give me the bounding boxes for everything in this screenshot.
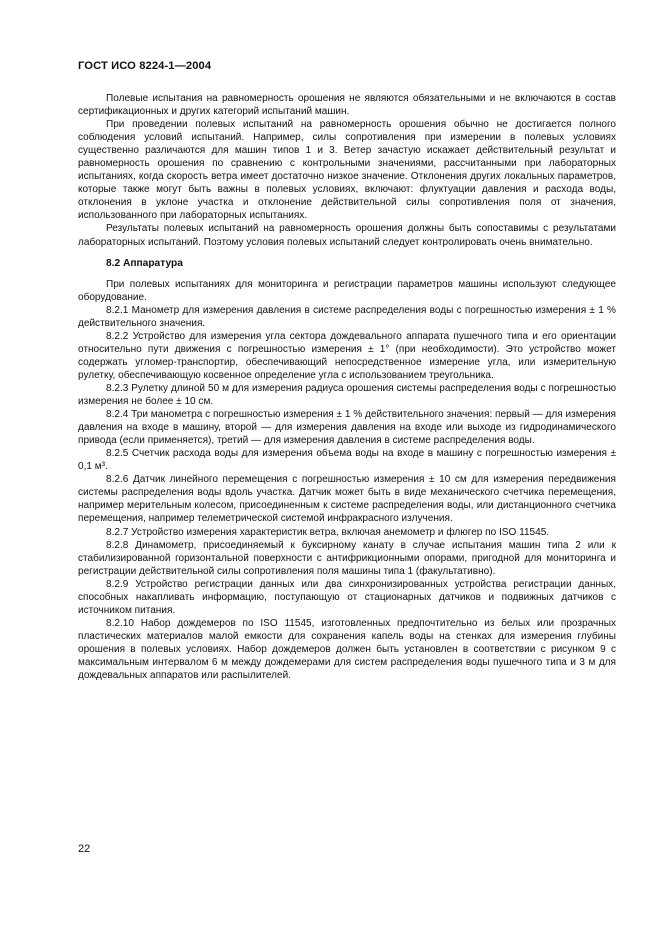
list-item: 8.2.10 Набор дождемеров по ISO 11545, изготовленных предпочтительно из белых или прозрачных пластических материалов малой емкости для сохранения капель воды на стенках для измерения глубины орошения в полевых условиях. Набор дождемеров должен быть установлен в соответствии с рисунком 9 с максимальным интервалом 6 м между дождемерами для систем распределения воды пушечного типа и 3 м для дождевальных аппаратов или распылителей. xyxy=(78,617,616,682)
paragraph: Полевые испытания на равномерность орошения не являются обязательными и не включаются в состав сертификационных и других категорий испытаний машин. xyxy=(78,93,616,118)
paragraph: При проведении полевых испытаний на равномерность орошения обычно не достигается полного соблюдения условий испытаний. Например, силы сопротивления при измерении в полевых условиях существенно различаются для машин типов 1 и 3. Ветер зачастую искажает действительный результат и равномерность орошения по сравнению с контрольными значениями, рассчитанными при лабораторных испытаниях, когда скорость ветра имеет достаточно низкое значение. Отклонения других локальных параметров, которые также могут быть важны в полевых условиях, включают: флуктуации давления и расхода воды, отклонения в уклоне участка и отклонение действительной силы сопротивления поля от значения, использованного при лабораторных испытаниях. xyxy=(78,119,616,222)
page-body xyxy=(78,92,616,682)
list-item: 8.2.4 Три манометра с погрешностью измерения ± 1 % действительного значения: первый — для измерения давления на входе в машину, второй — для измерения давления на входе или выходе из гидродинамического привода (если применяется), третий — для измерения давления в системе распределения воды. xyxy=(78,409,616,447)
document-header: ГОСТ ИСО 8224-1—2004 xyxy=(78,60,212,72)
list-item: 8.2.8 Динамометр, присоединяемый к буксирному канату в случае испытания машин типа 2 или к стабилизированной горизонтальной поверхности с антифрикционными опорами, пригодной для мониторинга и регистрации действительной силы сопротивления поля машины типа 1 (факультативно). xyxy=(78,539,616,577)
list-item: 8.2.1 Манометр для измерения давления в системе распределения воды с погрешностью измерения ± 1 % действительного значения. xyxy=(78,304,616,329)
list-item: 8.2.7 Устройство измерения характеристик ветра, включая анемометр и флюгер по ISO 11545. xyxy=(106,526,550,538)
list-item: 8.2.5 Счетчик расхода воды для измерения объема воды на входе в машину с погрешностью измерения ± 0,1 м³. xyxy=(78,448,616,473)
section-intro: При полевых испытаниях для мониторинга и регистрации параметров машины используют следующее оборудование. xyxy=(78,278,616,303)
list-item: 8.2.2 Устройство для измерения угла сектора дождевального аппарата пушечного типа и его ориентации относительно пути движения с погрешностью измерения ± 1° (при необходимости). Это устройство может содержать угломер-транспортир, обеспечивающий непосредственное измерение угла, или измерительную рулетку, обеспечивающую косвенное определение угла с использованием треугольника. xyxy=(78,330,616,381)
list-item: 8.2.9 Устройство регистрации данных или два синхронизированных устройства регистрации данных, способных накапливать информацию, поступающую от стационарных датчиков и подвижных датчиков с источником питания. xyxy=(78,578,616,616)
list-item: 8.2.3 Рулетку длиной 50 м для измерения радиуса орошения системы распределения воды с погрешностью измерения не более ± 10 см. xyxy=(78,382,616,408)
page-number: 22 xyxy=(78,843,91,855)
paragraph: Результаты полевых испытаний на равномерность орошения должны быть сопоставимы с результатами лабораторных испытаний. Поэтому условия полевых испытаний следует контролировать очень внимательно. xyxy=(78,223,616,248)
list-item: 8.2.6 Датчик линейного перемещения с погрешностью измерения ± 10 см для измерения передвижения системы распределения воды вдоль участка. Датчик может быть в виде механического счетчика перемещения, например мерительным колесом, присоединенным к системе распределения воды, или дистанционного счетчика перемещения, например телеметрической системой инфракрасного излучения. xyxy=(78,474,616,525)
section-heading: 8.2 Аппаратура xyxy=(106,257,183,269)
